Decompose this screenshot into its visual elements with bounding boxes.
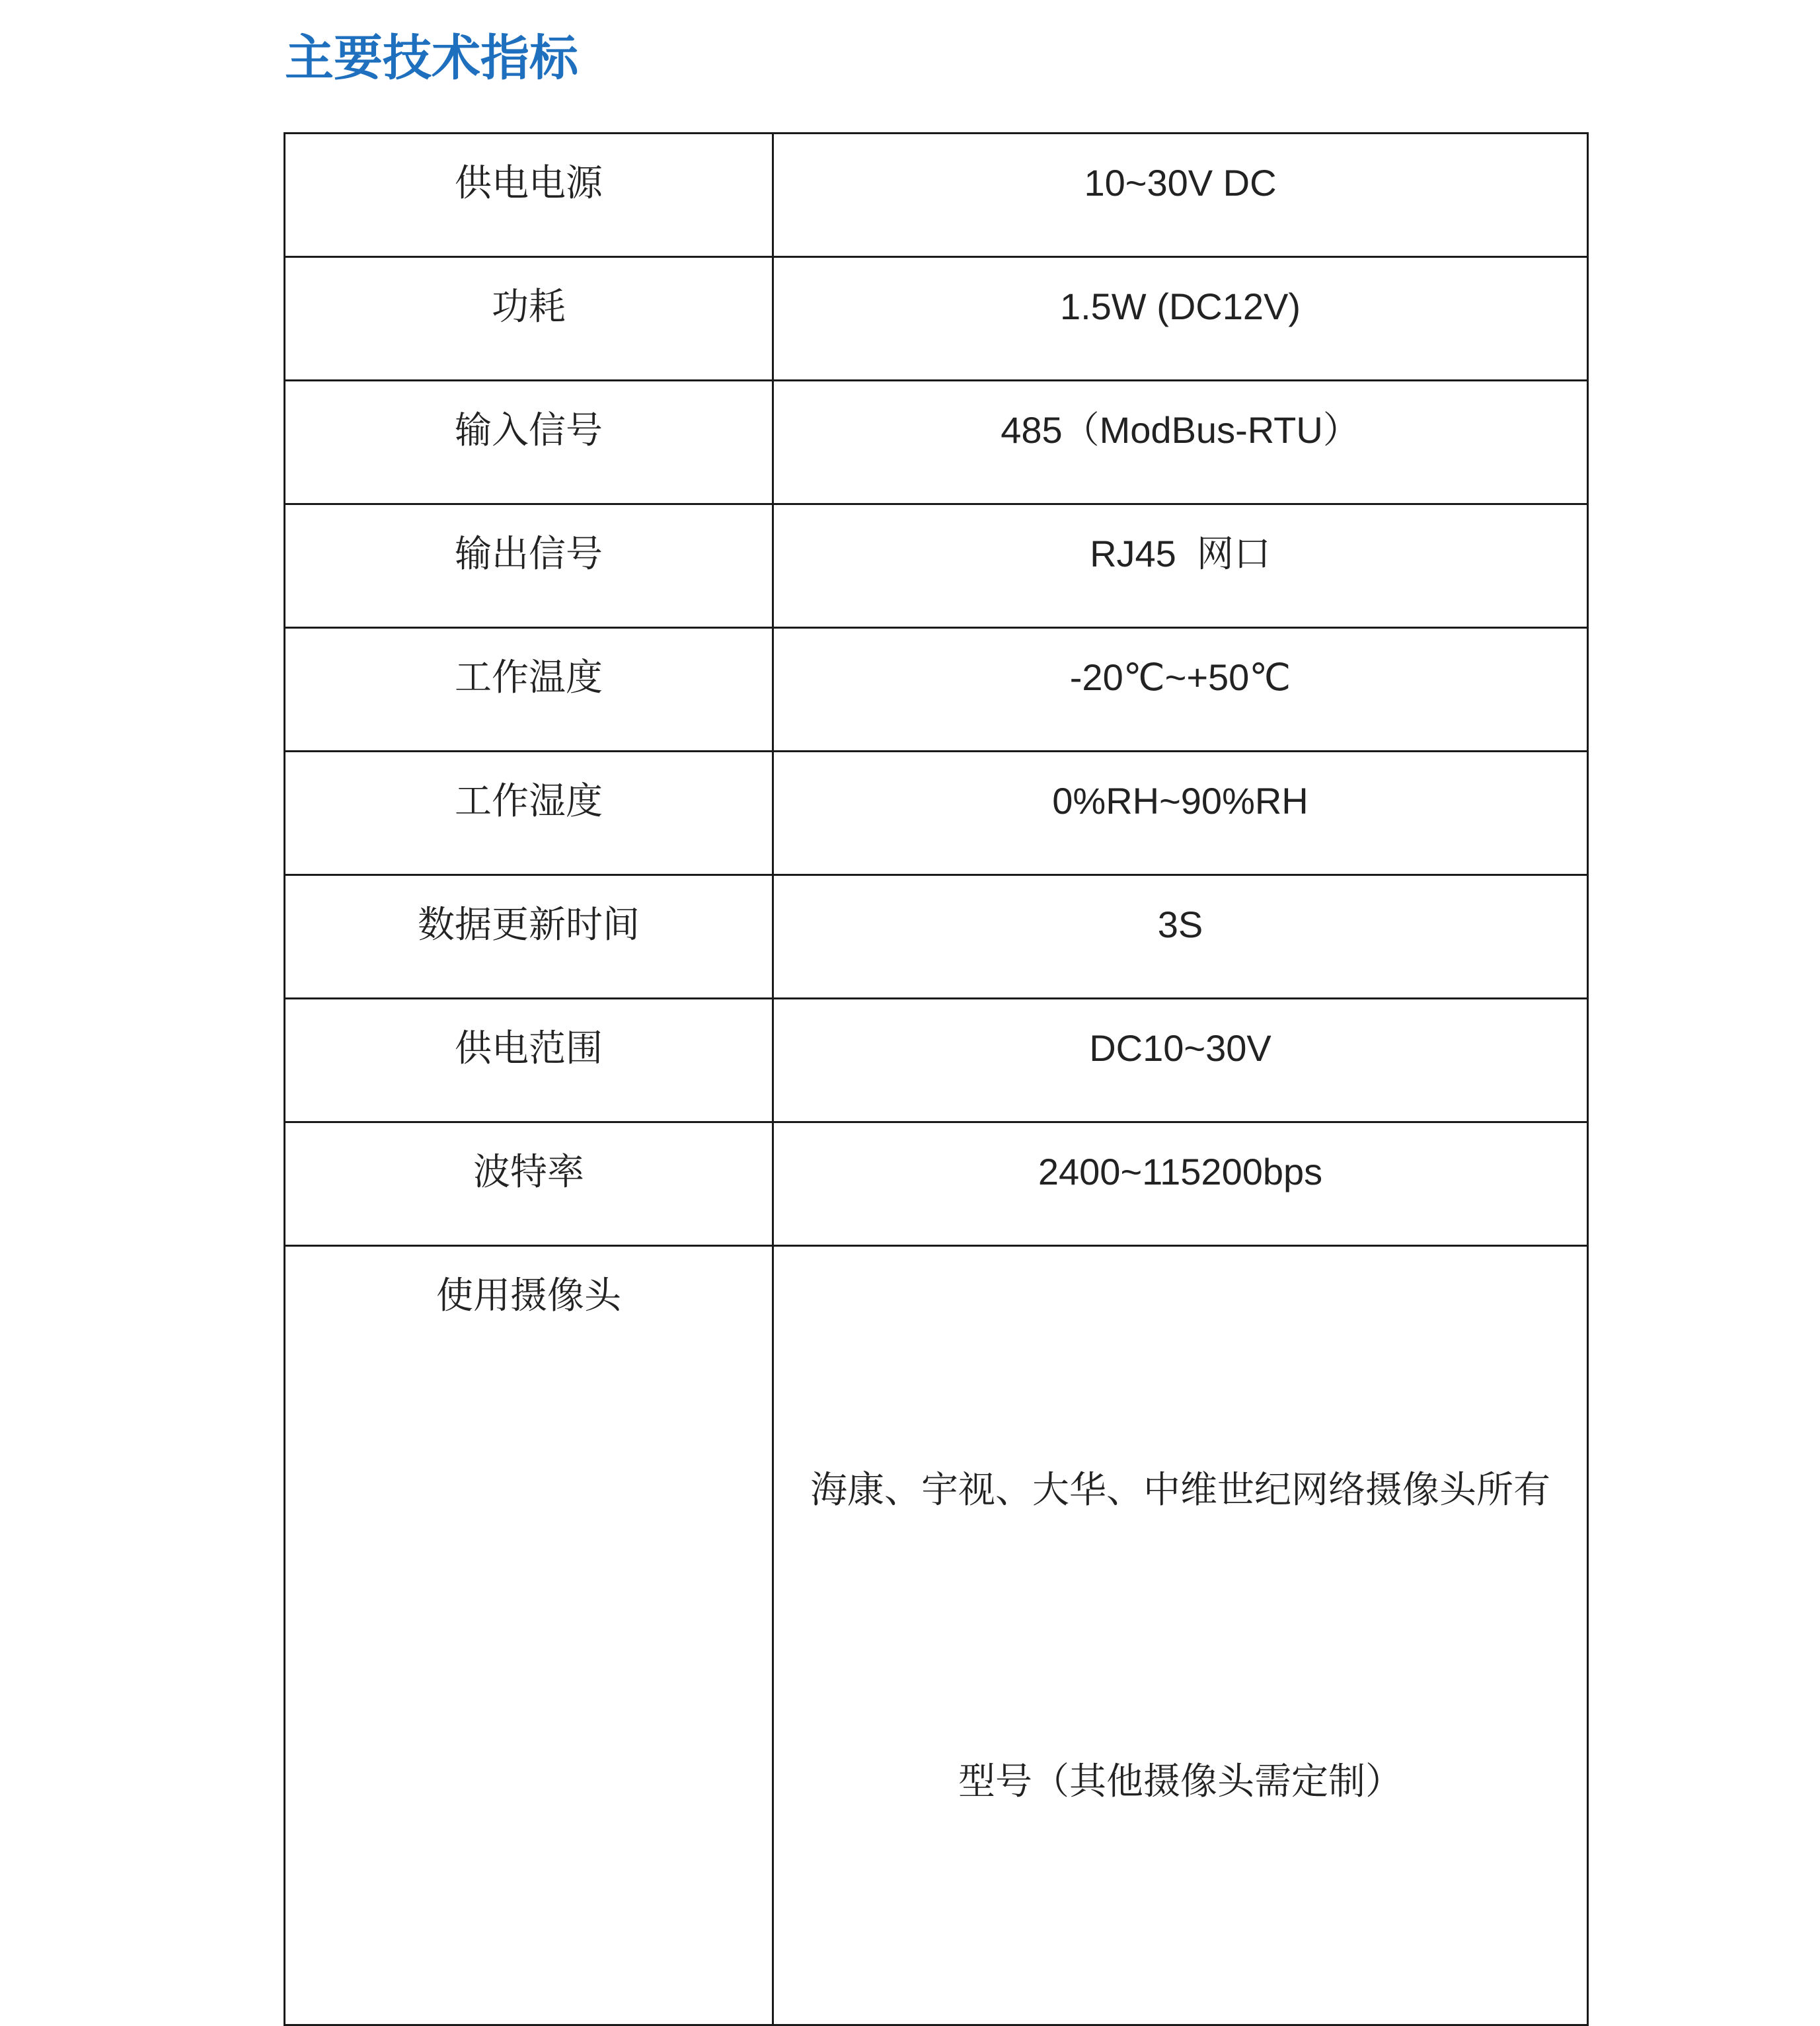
spec-label-cell: 工作湿度 bbox=[285, 752, 773, 875]
spec-label-cell: 输入信号 bbox=[285, 381, 773, 504]
spec-label-cell: 工作温度 bbox=[285, 628, 773, 752]
spec-row-output-signal bbox=[285, 504, 1588, 628]
spec-row-power-consumption bbox=[285, 257, 1588, 381]
spec-value-cell: 1.5W (DC12V) bbox=[773, 257, 1588, 381]
spec-label-cell: 功耗 bbox=[285, 257, 773, 381]
spec-label-cell: 使用摄像头 bbox=[285, 1246, 773, 2025]
spec-value-cell bbox=[773, 1246, 1588, 2025]
spec-row-input-signal bbox=[285, 381, 1588, 504]
spec-value-cell: -20℃~+50℃ bbox=[773, 628, 1588, 752]
spec-value-cell: 3S bbox=[773, 875, 1588, 999]
spec-row-supply-range bbox=[285, 999, 1588, 1122]
spec-label-cell: 数据更新时间 bbox=[285, 875, 773, 999]
spec-value-cell: 0%RH~90%RH bbox=[773, 752, 1588, 875]
spec-table bbox=[284, 132, 1589, 2026]
spec-row-operating-temperature bbox=[285, 628, 1588, 752]
spec-row-power-supply bbox=[285, 134, 1588, 257]
spec-row-operating-humidity bbox=[285, 752, 1588, 875]
spec-value-cell: 2400~115200bps bbox=[773, 1122, 1588, 1246]
spec-label-cell: 供电电源 bbox=[285, 134, 773, 257]
spec-value-line: 海康、宇视、大华、中维世纪网络摄像头所有 bbox=[810, 1469, 1550, 1510]
spec-row-baud-rate bbox=[285, 1122, 1588, 1246]
spec-label-cell: 输出信号 bbox=[285, 504, 773, 628]
spec-row-data-update-time bbox=[285, 875, 1588, 999]
spec-value-cell: 485（ModBus-RTU） bbox=[773, 381, 1588, 504]
spec-value-cell: DC10~30V bbox=[773, 999, 1588, 1122]
spec-value-cell: 10~30V DC bbox=[773, 134, 1588, 257]
spec-label-cell: 供电范围 bbox=[285, 999, 773, 1122]
spec-value-line: 型号（其他摄像头需定制） bbox=[958, 1760, 1402, 1802]
page-title: 主要技术指标 bbox=[285, 30, 578, 85]
spec-label-cell: 波特率 bbox=[285, 1122, 773, 1246]
spec-value-cell: RJ45 网口 bbox=[773, 504, 1588, 628]
spec-row-supported-cameras bbox=[285, 1246, 1588, 2025]
